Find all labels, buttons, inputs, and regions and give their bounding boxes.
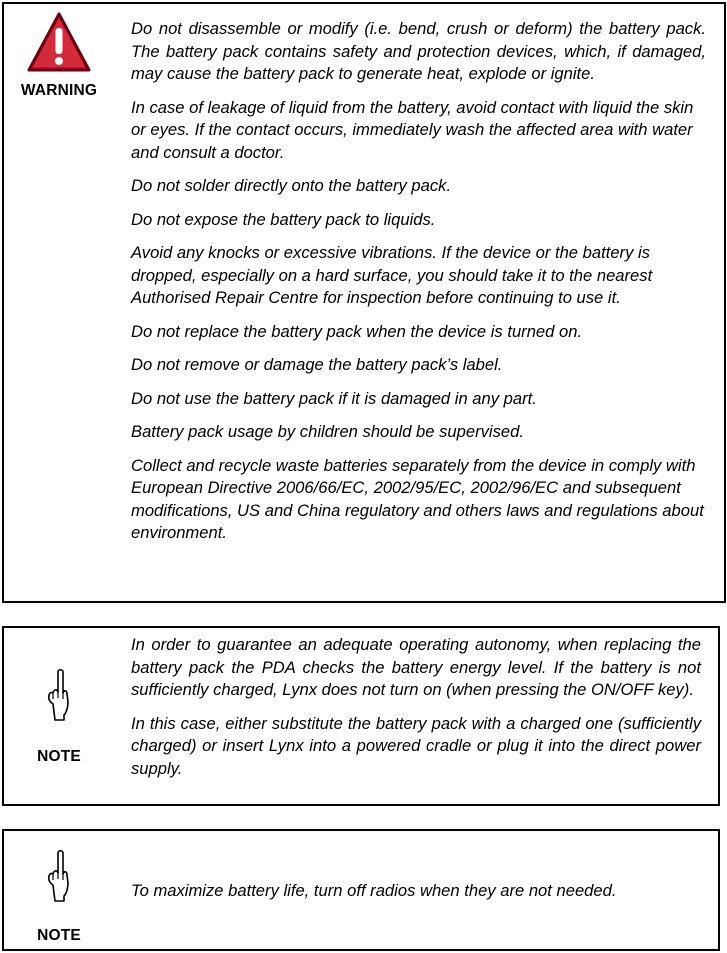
warning-label: WARNING [20, 82, 98, 99]
warning-paragraph: Collect and recycle waste batteries separately from the device in comply with European Directive 2006/66/EC, 2002/95/EC, 2002/96/EC and subsequent modifications, US and China regulatory and others laws and regulations about environment. [131, 455, 704, 542]
note-icon-wrapper [4, 849, 114, 907]
note-box [2, 626, 720, 806]
note-label: NOTE [37, 927, 81, 944]
warning-paragraph: Do not expose the battery pack to liquids. [131, 209, 436, 229]
warning-paragraph: Avoid any knocks or excessive vibrations. If the device or the battery is dropped, especially on a hard surface, you should take it to the nearest Authorised Repair Centre for inspection before continuing to use it. [131, 243, 653, 307]
warning-box [2, 2, 726, 603]
warning-text [131, 18, 706, 556]
note-paragraph: In order to guarantee an adequate operating autonomy, when replacing the battery pack the PDA checks the battery energy level. If the battery is not sufficiently charged, Lynx does not turn on (when pressing the ON/OFF key). [131, 635, 701, 699]
note-paragraph: To maximize battery life, turn off radios when they are not needed. [131, 881, 617, 900]
warning-paragraph: Battery pack usage by children should be supervised. [131, 422, 524, 441]
warning-paragraph: Do not solder directly onto the battery pack. [131, 176, 452, 195]
note-box [2, 829, 720, 951]
pointing-hand-icon [4, 668, 114, 726]
note-text [131, 634, 701, 791]
note-text [131, 880, 701, 914]
warning-paragraph: Do not use the battery pack if it is damaged in any part. [131, 388, 537, 408]
warning-icon-wrapper [4, 8, 114, 76]
pointing-hand-icon [4, 849, 114, 907]
warning-paragraph: In case of leakage of liquid from the battery, avoid contact with liquid the skin or eyes. If the contact occurs, immediately wash the affected area with water and consult a doctor. [131, 97, 694, 162]
warning-paragraph: Do not replace the battery pack when the device is turned on. [131, 321, 583, 341]
warning-triangle-icon [4, 8, 114, 76]
note-label: NOTE [37, 748, 81, 765]
note-icon-wrapper [4, 668, 114, 726]
warning-paragraph: Do not remove or damage the battery pack’s label. [131, 355, 503, 374]
note-paragraph: In this case, either substitute the battery pack with a charged one (sufficiently charged) or insert Lynx into a powered cradle or plug it into the direct power supply. [131, 713, 701, 778]
warning-paragraph: Do not disassemble or modify (i.e. bend, crush or deform) the battery pack. The battery pack contains safety and protection devices, which, if damaged, may cause the battery pack to generate heat, explode or ignite. [131, 19, 706, 83]
